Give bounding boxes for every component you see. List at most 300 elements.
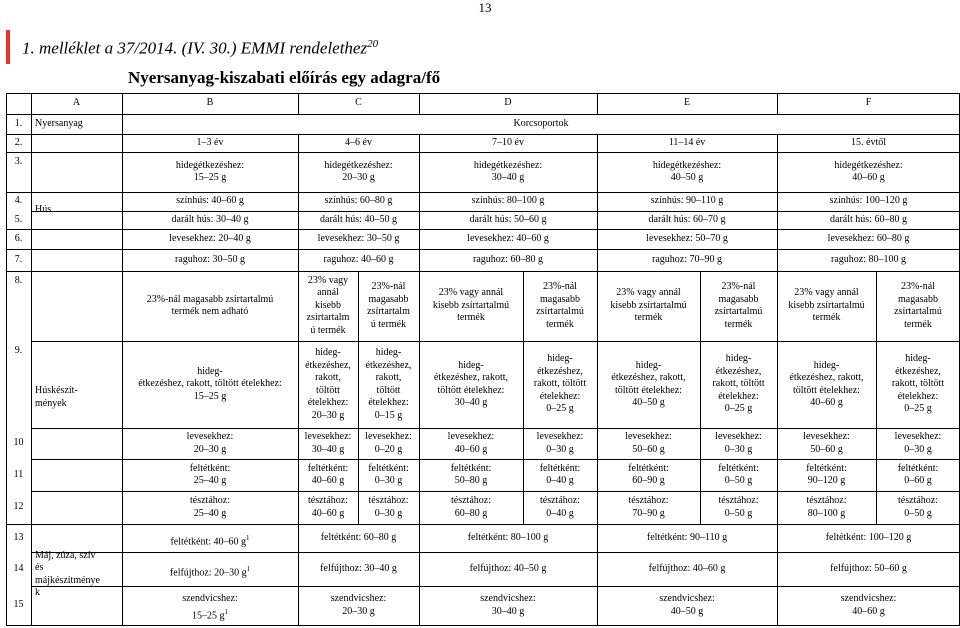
row10-d2-cell-line: 0–30 g — [546, 443, 574, 455]
liver-souffle-e: felfújthoz: 40–60 g — [648, 562, 726, 574]
liver-sandwich-d-line: 30–40 g — [491, 605, 525, 617]
table-rule — [6, 625, 960, 626]
row11-f1-cell-line: feltétként: — [806, 462, 847, 474]
row12-b-cell-line: 25–40 g — [193, 507, 227, 519]
annex-heading — [22, 38, 378, 59]
row9-d2-cell-line: 0–25 g — [546, 403, 574, 415]
row9-c2-cell-line: töltött — [376, 384, 401, 396]
row12-f1-cell-line: tésztához: — [806, 495, 847, 506]
soup-amount: levesekhez: 40–60 g — [467, 232, 549, 244]
liver-sandwich-b-line: szendvicshez: — [182, 593, 238, 604]
row9-e1-cell-line: töltött ételekhez: — [615, 384, 682, 396]
table-rule — [6, 249, 960, 250]
row9-b-cell-line: 15–25 g — [193, 390, 227, 402]
table-rule — [6, 134, 960, 135]
row10-c2-cell-line: 0–20 g — [374, 443, 403, 455]
hus-label: Hús — [35, 204, 52, 216]
table-rule — [6, 192, 960, 193]
minced-meat-amount: darált hús: 60–80 g — [830, 213, 907, 225]
row12-f2-cell-line: 0–50 g — [904, 507, 932, 519]
row9-e1-cell-line: étkezéshez, rakott, — [611, 372, 686, 383]
row8-c1-cell-line: zsírtartalm — [306, 312, 350, 324]
row9-f1-cell-line: étkezéshez, rakott, — [789, 372, 864, 383]
liver-souffle-b-footnote: 1 — [246, 564, 251, 573]
liver-souffle-b-text: felfújthoz: 20–30 g — [169, 567, 247, 579]
row8-c2-cell — [358, 281, 419, 331]
liver-sandwich-e-line: 40–50 g — [670, 605, 704, 617]
row9-e1-cell-line: hideg- — [635, 359, 662, 371]
table-rule — [31, 341, 960, 342]
row11-d1-cell-line: 50–80 g — [454, 475, 488, 486]
row8-e1-cell-line: kisebb zsírtartalmú — [610, 299, 687, 311]
liver-topping-e: feltétként: 90–110 g — [646, 531, 728, 543]
row9-c2-cell-line: étkezéshez, — [365, 359, 412, 371]
column-letter: D — [504, 97, 512, 109]
row8-d1-cell-line: termék — [457, 312, 485, 324]
row12-d2-cell-line: 0–40 g — [546, 507, 574, 519]
column-letter: F — [865, 97, 872, 109]
table-rule — [31, 586, 960, 587]
row-number: 5. — [14, 213, 23, 225]
row10-c1-cell-line: 30–40 g — [311, 443, 345, 455]
cold-meal-amount — [597, 160, 777, 185]
row11-d2-cell-line: feltétként: — [539, 462, 581, 474]
red-margin-bar — [6, 30, 10, 64]
table-rule — [6, 93, 960, 94]
row12-e1-cell-line: 70–90 g — [632, 507, 665, 519]
row9-f1-cell-line: töltött ételekhez: — [793, 384, 860, 396]
minced-meat-amount: darált hús: 40–50 g — [320, 213, 397, 225]
liver-sandwich-f-line: 40–60 g — [852, 605, 885, 617]
row11-c2-cell-line: 0–30 g — [374, 475, 403, 486]
row8-f2-cell — [876, 281, 960, 331]
liver-sandwich-c — [298, 593, 419, 618]
row9-c2-cell — [358, 347, 419, 422]
row11-e1-cell-line: 60–90 g — [632, 475, 665, 486]
liver-topping-b — [122, 532, 298, 549]
row9-c1-cell-line: rakott, — [315, 372, 341, 383]
row8-c2-cell-line: ú termék — [370, 318, 407, 330]
row8-d1-cell-line: 23% vagy annál — [438, 287, 504, 299]
row9-c1-cell-line: 20–30 g — [311, 409, 345, 421]
cold-meal-amount-line: 30–40 g — [491, 172, 525, 183]
column-letter: C — [355, 97, 362, 109]
cold-meal-amount-line: hidegétkezéshez: — [324, 159, 393, 171]
row9-d2-cell-line: hideg- — [547, 353, 573, 365]
row12-c2-cell-line: 0–30 g — [374, 507, 403, 519]
liver-topping-f: feltétként: 100–120 g — [825, 531, 912, 543]
row10-b-cell — [122, 431, 298, 456]
meat-products-label-line: mények — [35, 397, 67, 409]
row10-d2-cell-line: levesekhez: — [536, 431, 584, 442]
liver-topping-b-text: feltétként: 40–60 g — [170, 536, 247, 548]
row9-e2-cell-line: hideg- — [725, 353, 752, 365]
row8-c1-cell — [298, 275, 358, 338]
row9-f2-cell-line: rakott, töltött — [891, 378, 945, 390]
row9-f2-cell — [876, 353, 960, 416]
row9-e2-cell-line: ételekhez: — [718, 390, 759, 402]
lean-meat-amount: színhús: 40–60 g — [176, 195, 244, 207]
cold-meal-amount-line: hidegétkezéshez: — [652, 159, 722, 171]
nyersanyag-label: Nyersanyag — [35, 117, 83, 129]
row-number: 14 — [13, 562, 24, 574]
row8-c1-cell-line: 23% vagy — [307, 274, 349, 286]
liver-topping-c: feltétként: 60–80 g — [320, 531, 397, 543]
row8-e2-cell-line: 23%-nál — [721, 281, 756, 292]
row12-d2-cell-line: tésztához: — [540, 495, 580, 506]
row12-f2-cell — [876, 495, 960, 520]
row-number: 4. — [14, 195, 23, 207]
row10-b-cell-line: 20–30 g — [193, 443, 227, 455]
row10-f2-cell-line: levesekhez: — [894, 431, 942, 442]
row9-f1-cell-line: 40–60 g — [810, 397, 843, 408]
row8-f2-cell-line: zsírtartalmú — [894, 306, 942, 317]
row8-c1-cell-line: annál — [317, 287, 339, 299]
row9-e2-cell — [700, 353, 777, 416]
row10-f1-cell — [777, 431, 876, 456]
table-title: Nyersanyag-kiszabati előírás egy adagra/fő — [128, 68, 441, 87]
annex-heading-text: 1. melléklet a 37/2014. (IV. 30.) EMMI rendelethez — [22, 38, 368, 58]
ragout-amount: raguhoz: 80–100 g — [831, 253, 906, 265]
annex-heading-footnote: 20 — [367, 38, 379, 50]
row12-e2-cell-line: 0–50 g — [724, 507, 753, 519]
table-rule — [31, 491, 960, 492]
row8-d2-cell-line: 23%-nál — [543, 281, 577, 292]
liver-sandwich-b-line — [122, 606, 298, 623]
row-number: 6. — [14, 232, 23, 244]
row10-c1-cell-line: levesekhez: — [304, 431, 352, 442]
liver-label — [35, 550, 100, 600]
minced-meat-amount: darált hús: 30–40 g — [171, 213, 249, 225]
row10-f1-cell-line: levesekhez: — [803, 431, 850, 442]
row12-d1-cell-line: 60–80 g — [454, 507, 488, 519]
row-number: 3. — [14, 156, 23, 167]
row8-d2-cell-line: zsírtartalmú — [536, 306, 584, 317]
row11-e1-cell-line: feltétként: — [628, 462, 669, 474]
row11-f1-cell — [777, 463, 876, 488]
row10-d1-cell-line: levesekhez: — [447, 431, 495, 442]
row10-e1-cell-line: levesekhez: — [625, 431, 672, 442]
row-number: 11 — [13, 468, 24, 480]
cold-meal-amount — [122, 160, 298, 185]
row11-d2-cell-line: 0–40 g — [546, 475, 574, 486]
row9-f2-cell-line: étkezéshez, — [895, 365, 941, 377]
row-number: 10 — [13, 437, 24, 449]
row11-b-cell — [122, 463, 298, 488]
row9-c2-cell-line: rakott, — [375, 372, 402, 383]
row9-c1-cell-line: hideg- — [315, 347, 341, 358]
row12-e1-cell-line: tésztához: — [628, 495, 669, 506]
row8-c2-cell-line: zsírtartalm — [367, 306, 410, 317]
row12-e1-cell — [597, 495, 700, 520]
row8-d2-cell — [523, 281, 597, 331]
row12-c2-cell — [358, 495, 419, 520]
row10-c2-cell — [358, 431, 419, 456]
row11-f2-cell-line: 0–60 g — [904, 475, 932, 486]
row10-f2-cell-line: 0–30 g — [904, 443, 932, 455]
row10-c1-cell — [298, 431, 358, 456]
row9-f2-cell-line: 0–25 g — [904, 403, 932, 415]
column-letter: A — [72, 97, 81, 109]
row8-e2-cell — [700, 281, 777, 331]
row8-e2-cell-line: termék — [724, 318, 753, 330]
row8-f1-cell-line: termék — [812, 312, 841, 324]
row10-e2-cell — [700, 431, 777, 456]
row11-f2-cell-line: feltétként: — [897, 462, 939, 474]
lean-meat-amount: színhús: 80–100 g — [471, 195, 545, 207]
row-number: 12 — [13, 501, 24, 513]
row8-e2-cell-line: magasabb — [718, 293, 759, 305]
cold-meal-amount-line: hidegétkezéshez: — [175, 159, 245, 171]
row9-c1-cell-line: töltött — [316, 384, 340, 396]
liver-label-line: k — [35, 587, 40, 598]
row9-d1-cell-line: 30–40 g — [454, 397, 488, 408]
row12-e2-cell — [700, 495, 777, 520]
row9-c1-cell — [298, 347, 358, 422]
row11-e2-cell-line: 0–50 g — [724, 475, 753, 486]
row11-c2-cell — [358, 463, 419, 488]
row9-e2-cell-line: rakott, töltött — [712, 378, 765, 390]
row11-d2-cell — [523, 463, 597, 488]
liver-label-line: Máj, zúza, szív — [35, 549, 96, 561]
row8-c2-cell-line: magasabb — [368, 293, 409, 305]
meat-products-label — [35, 385, 78, 410]
lean-meat-amount: színhús: 100–120 g — [829, 195, 908, 207]
liver-topping-b-footnote: 1 — [246, 533, 250, 542]
row9-b-cell — [122, 366, 298, 404]
row8-e1-cell-line: 23% vagy annál — [616, 287, 681, 299]
row9-e2-cell-line: 0–25 g — [724, 403, 753, 415]
row8-d2-cell-line: magasabb — [540, 293, 580, 305]
column-letter: E — [683, 97, 691, 109]
age-group: 7–10 év — [492, 136, 524, 148]
row-number: 7. — [14, 253, 23, 265]
row10-e1-cell — [597, 431, 700, 456]
cold-meal-amount-line: hidegétkezéshez: — [834, 159, 903, 171]
row8-c1-cell-line: kisebb — [314, 299, 342, 311]
age-group: 11–14 év — [668, 136, 706, 148]
age-group: 15. évtől — [851, 136, 886, 148]
table-column-rule — [31, 93, 32, 625]
row-number: 2. — [14, 136, 23, 148]
liver-sandwich-b-amount: 15–25 g — [192, 609, 225, 621]
page-number: 13 — [478, 0, 492, 15]
row8-c2-cell-line: 23%-nál — [371, 281, 406, 292]
row8-f1-cell — [777, 287, 876, 325]
soup-amount: levesekhez: 60–80 g — [827, 232, 910, 244]
ragout-amount: raguhoz: 60–80 g — [473, 253, 543, 265]
row11-e2-cell-line: feltétként: — [718, 462, 759, 474]
row12-c1-cell-line: tésztához: — [308, 495, 348, 506]
table-rule — [31, 459, 960, 460]
row9-d1-cell-line: étkezéshez, rakott, — [433, 372, 509, 383]
liver-souffle-d: felfújthoz: 40–50 g — [469, 562, 547, 574]
row-number: 15 — [13, 599, 24, 611]
lean-meat-amount: színhús: 60–80 g — [324, 195, 393, 207]
row9-e1-cell-line: 40–50 g — [632, 397, 665, 408]
cold-meal-amount — [777, 160, 960, 185]
row9-d1-cell-line: hideg- — [458, 359, 484, 371]
minced-meat-amount: darált hús: 50–60 g — [469, 213, 547, 225]
column-letter: B — [206, 97, 214, 109]
ragout-amount: raguhoz: 40–60 g — [323, 253, 394, 265]
soup-amount: levesekhez: 30–50 g — [317, 232, 400, 244]
table-rule — [31, 552, 960, 553]
row12-f1-cell-line: 80–100 g — [807, 507, 846, 519]
row11-f1-cell-line: 90–120 g — [807, 475, 846, 486]
row9-d2-cell-line: ételekhez: — [539, 390, 581, 402]
table-rule — [6, 271, 960, 272]
row9-d2-cell-line: rakott, töltött — [533, 378, 587, 390]
row8-f2-cell-line: magasabb — [898, 293, 938, 305]
row8-d1-cell-line: kisebb zsírtartalmú — [432, 299, 510, 311]
liver-sandwich-f — [777, 593, 960, 618]
liver-souffle-f: felfújthoz: 50–60 g — [830, 562, 907, 574]
row8-f2-cell-line: 23%-nál — [901, 281, 935, 292]
row10-d1-cell — [419, 431, 523, 456]
table-rule — [6, 114, 960, 115]
row8-f1-cell-line: kisebb zsírtartalmú — [788, 299, 865, 311]
meat-products-label-line: Húskészít- — [35, 385, 78, 396]
row8-e2-cell-line: zsírtartalmú — [714, 306, 763, 317]
row10-d2-cell — [523, 431, 597, 456]
table-rule — [6, 229, 960, 230]
row11-b-cell-line: 25–40 g — [193, 475, 227, 486]
korcsoportok-label: Korcsoportok — [513, 117, 569, 129]
row10-d1-cell-line: 40–60 g — [454, 443, 488, 455]
liver-souffle-c: felfújthoz: 30–40 g — [320, 562, 397, 574]
table-rule — [31, 211, 960, 212]
table-rule — [6, 152, 960, 153]
row9-d2-cell-line: étkezéshez, — [537, 365, 583, 377]
row12-d1-cell-line: tésztához: — [451, 495, 491, 506]
row12-d1-cell — [419, 495, 523, 520]
row11-d1-cell — [419, 463, 523, 488]
cold-meal-amount-line: 15–25 g — [193, 172, 227, 183]
row11-e2-cell — [700, 463, 777, 488]
row11-c1-cell — [298, 463, 358, 488]
row8-f1-cell-line: 23% vagy annál — [794, 287, 859, 299]
row9-c2-cell-line: hideg- — [375, 347, 402, 358]
row8-d2-cell-line: termék — [546, 318, 574, 330]
age-group: 4–6 év — [345, 136, 372, 148]
ragout-amount: raguhoz: 30–50 g — [175, 253, 245, 265]
row-number: 13 — [13, 531, 24, 543]
row-number: 9. — [14, 345, 23, 356]
row9-d1-cell — [419, 360, 523, 410]
row9-c1-cell-line: ételekhez: — [307, 397, 349, 408]
liver-sandwich-b — [122, 593, 298, 622]
row9-d2-cell — [523, 353, 597, 416]
liver-souffle-b — [122, 563, 298, 580]
row10-e1-cell-line: 50–60 g — [632, 443, 665, 455]
row9-c1-cell-line: étkezéshez, — [305, 359, 351, 371]
liver-sandwich-b-footnote: 1 — [224, 607, 228, 616]
row11-c1-cell-line: 40–60 g — [311, 475, 345, 486]
liver-sandwich-e-line: szendvicshez: — [659, 593, 715, 604]
row8-d1-cell — [419, 287, 523, 325]
liver-sandwich-c-line: szendvicshez: — [330, 593, 387, 604]
row8-b-cell-line: 23%-nál magasabb zsírtartalmú — [146, 293, 274, 305]
row10-f1-cell-line: 50–60 g — [810, 443, 843, 455]
row9-c2-cell-line: ételekhez: — [368, 397, 409, 408]
row9-f1-cell — [777, 360, 876, 410]
row11-c2-cell-line: feltétként: — [368, 462, 409, 474]
row10-f2-cell — [876, 431, 960, 456]
cold-meal-amount — [419, 160, 597, 185]
liver-label-line: és — [35, 562, 44, 573]
row8-c1-cell-line: ú termék — [310, 324, 346, 336]
row12-c1-cell — [298, 495, 358, 520]
row12-d2-cell — [523, 495, 597, 520]
row9-b-cell-line: étkezéshez, rakott, töltött ételekhez: — [138, 378, 282, 390]
row11-f2-cell — [876, 463, 960, 488]
row11-b-cell-line: feltétként: — [189, 462, 231, 474]
cold-meal-amount-line: hidegétkezéshez: — [473, 159, 543, 171]
row12-c1-cell-line: 40–60 g — [311, 507, 345, 519]
liver-sandwich-c-line: 20–30 g — [342, 605, 375, 617]
row9-d1-cell-line: töltött ételekhez: — [437, 384, 505, 396]
soup-amount: levesekhez: 50–70 g — [646, 232, 728, 244]
row8-e1-cell-line: termék — [634, 312, 663, 324]
row9-b-cell-line: hideg- — [197, 365, 223, 377]
row9-e2-cell-line: étkezéshez, — [715, 365, 762, 377]
soup-amount: levesekhez: 20–40 g — [169, 232, 251, 244]
row12-e2-cell-line: tésztához: — [718, 495, 759, 506]
row9-f1-cell-line: hideg- — [813, 359, 840, 371]
cold-meal-amount-line: 40–60 g — [852, 172, 885, 183]
liver-label-line: májkészítménye — [35, 574, 100, 586]
age-group: 1–3 év — [196, 136, 224, 148]
liver-sandwich-d-line: szendvicshez: — [480, 593, 536, 604]
row8-f2-cell-line: termék — [904, 318, 932, 330]
ragout-amount: raguhoz: 70–90 g — [652, 253, 722, 265]
row-number: 8. — [14, 275, 23, 286]
row8-b-cell — [122, 294, 298, 319]
liver-topping-d: feltétként: 80–100 g — [467, 531, 549, 543]
liver-sandwich-e — [597, 593, 777, 618]
row10-b-cell-line: levesekhez: — [186, 431, 234, 442]
row12-f1-cell — [777, 495, 876, 520]
cold-meal-amount-line: 40–50 g — [670, 172, 704, 183]
table-rule — [6, 524, 960, 525]
minced-meat-amount: darált hús: 60–70 g — [648, 213, 726, 225]
row8-e1-cell — [597, 287, 700, 325]
row9-e1-cell — [597, 360, 700, 410]
row10-c2-cell-line: levesekhez: — [365, 431, 412, 442]
row-number: 1. — [14, 117, 23, 129]
table-column-rule — [6, 93, 7, 625]
row12-b-cell-line: tésztához: — [190, 495, 230, 506]
row9-c2-cell-line: 0–15 g — [374, 409, 403, 421]
row12-f2-cell-line: tésztához: — [898, 495, 938, 506]
cold-meal-amount — [298, 160, 419, 185]
liver-sandwich-f-line: szendvicshez: — [840, 593, 897, 604]
row11-d1-cell-line: feltétként: — [450, 462, 492, 474]
row10-e2-cell-line: 0–30 g — [724, 443, 753, 455]
row12-b-cell — [122, 495, 298, 520]
lean-meat-amount: színhús: 90–110 g — [650, 195, 724, 207]
row12-c2-cell-line: tésztához: — [368, 495, 409, 506]
row8-b-cell-line: termék nem adható — [171, 306, 249, 317]
liver-sandwich-d — [419, 593, 597, 618]
table-rule — [31, 428, 960, 429]
cold-meal-amount-line: 20–30 g — [342, 172, 375, 183]
row10-e2-cell-line: levesekhez: — [715, 431, 762, 442]
row11-e1-cell — [597, 463, 700, 488]
row9-f2-cell-line: hideg- — [905, 353, 931, 365]
row9-f2-cell-line: ételekhez: — [897, 390, 939, 402]
